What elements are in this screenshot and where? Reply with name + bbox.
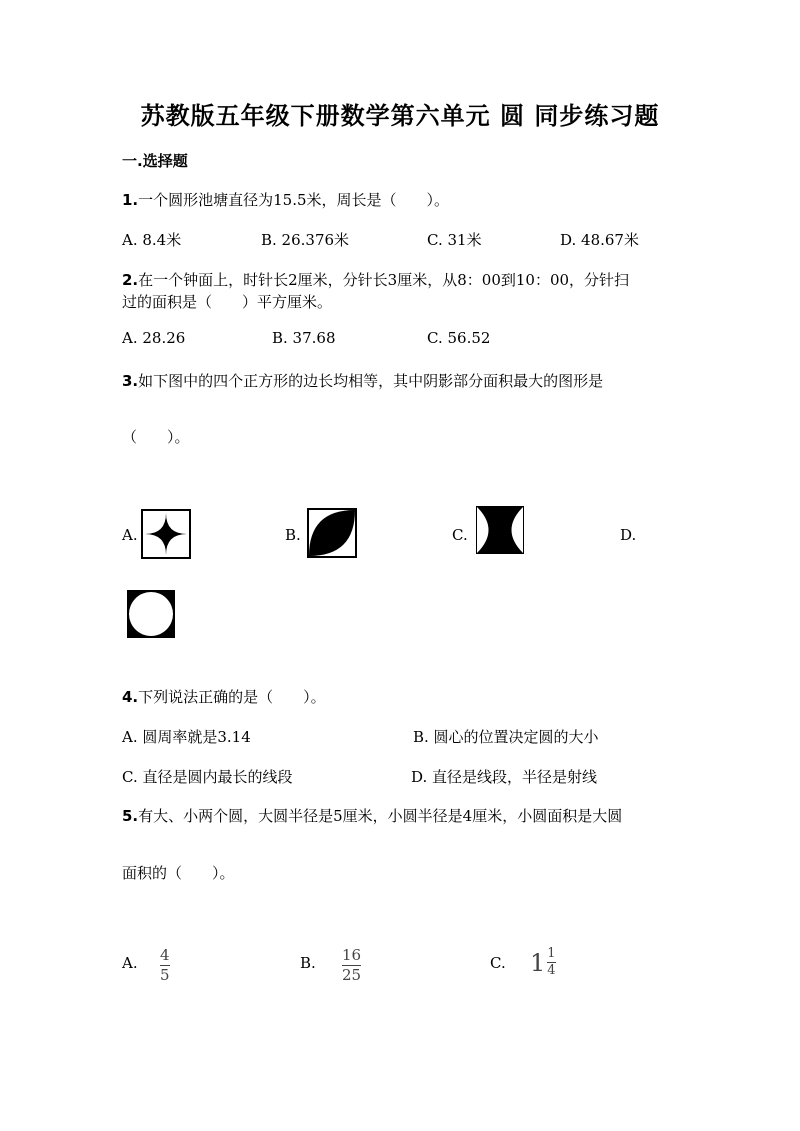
numerator: 4	[160, 946, 170, 964]
fraction-a[interactable]	[160, 945, 170, 984]
whole-number: 1	[530, 948, 546, 977]
denominator: 25	[342, 966, 362, 984]
question-number: 5.	[122, 807, 139, 825]
question-text-line1: 在一个钟面上，时针长2厘米，分针长3厘米，从8：00到10：00，分针扫	[138, 271, 630, 289]
option-c[interactable]: C. 直径是圆内最长的线段	[122, 768, 293, 786]
option-a[interactable]: A. 28.26	[122, 329, 186, 347]
option-b[interactable]: B.	[285, 526, 301, 544]
denominator: 4	[547, 963, 556, 978]
denominator: 5	[160, 966, 170, 984]
option-a[interactable]: A.	[122, 954, 138, 972]
question-4	[122, 686, 326, 707]
option-c[interactable]: C. 56.52	[427, 329, 491, 347]
section-heading: 一.选择题	[122, 152, 188, 170]
question-number: 3.	[122, 372, 139, 390]
question-number: 2.	[122, 271, 139, 289]
numerator: 16	[342, 946, 362, 964]
question-text-line1: 如下图中的四个正方形的边长均相等，其中阴影部分面积最大的图形是	[138, 372, 604, 390]
question-number: 4.	[122, 688, 139, 706]
option-c[interactable]: C.	[490, 954, 506, 972]
question-5	[122, 805, 622, 826]
question-text: 一个圆形池塘直径为15.5米，周长是（ ）。	[138, 191, 450, 209]
question-text-line2: （ ）。	[122, 428, 190, 446]
question-text-line2: 过的面积是（ ）平方厘米。	[122, 293, 333, 311]
option-d[interactable]: D.	[620, 526, 637, 544]
option-a[interactable]: A. 8.4米	[122, 231, 182, 249]
question-number: 1.	[122, 191, 139, 209]
question-text-line2: 面积的（ ）。	[122, 864, 235, 882]
figure-b-leaf[interactable]	[307, 508, 357, 558]
question-1	[122, 189, 449, 210]
numerator: 1	[547, 946, 556, 961]
question-text-line1: 有大、小两个圆，大圆半径是5厘米，小圆半径是4厘米，小圆面积是大圆	[138, 807, 623, 825]
page-title: 苏教版五年级下册数学第六单元 圆 同步练习题	[140, 102, 660, 130]
option-b[interactable]: B. 26.376米	[261, 231, 350, 249]
option-b[interactable]: B.	[300, 954, 316, 972]
question-2	[122, 269, 629, 290]
option-d[interactable]: D. 直径是线段，半径是射线	[411, 768, 598, 786]
figure-c-hourglass[interactable]	[475, 505, 525, 555]
figure-a-four-arcs[interactable]	[141, 509, 191, 559]
fraction-b[interactable]	[342, 945, 361, 984]
question-text: 下列说法正确的是（ ）。	[138, 688, 326, 706]
option-a[interactable]: A. 圆周率就是3.14	[122, 728, 251, 746]
option-c[interactable]: C. 31米	[427, 231, 482, 249]
fraction-c-mixed[interactable]	[530, 947, 556, 978]
figure-d-circle-in-square[interactable]	[126, 589, 176, 639]
option-b[interactable]: B. 37.68	[272, 329, 336, 347]
question-3	[122, 370, 603, 391]
option-b[interactable]: B. 圆心的位置决定圆的大小	[413, 728, 599, 746]
option-c[interactable]: C.	[452, 526, 468, 544]
option-a[interactable]: A.	[122, 526, 138, 544]
option-d[interactable]: D. 48.67米	[560, 231, 639, 249]
